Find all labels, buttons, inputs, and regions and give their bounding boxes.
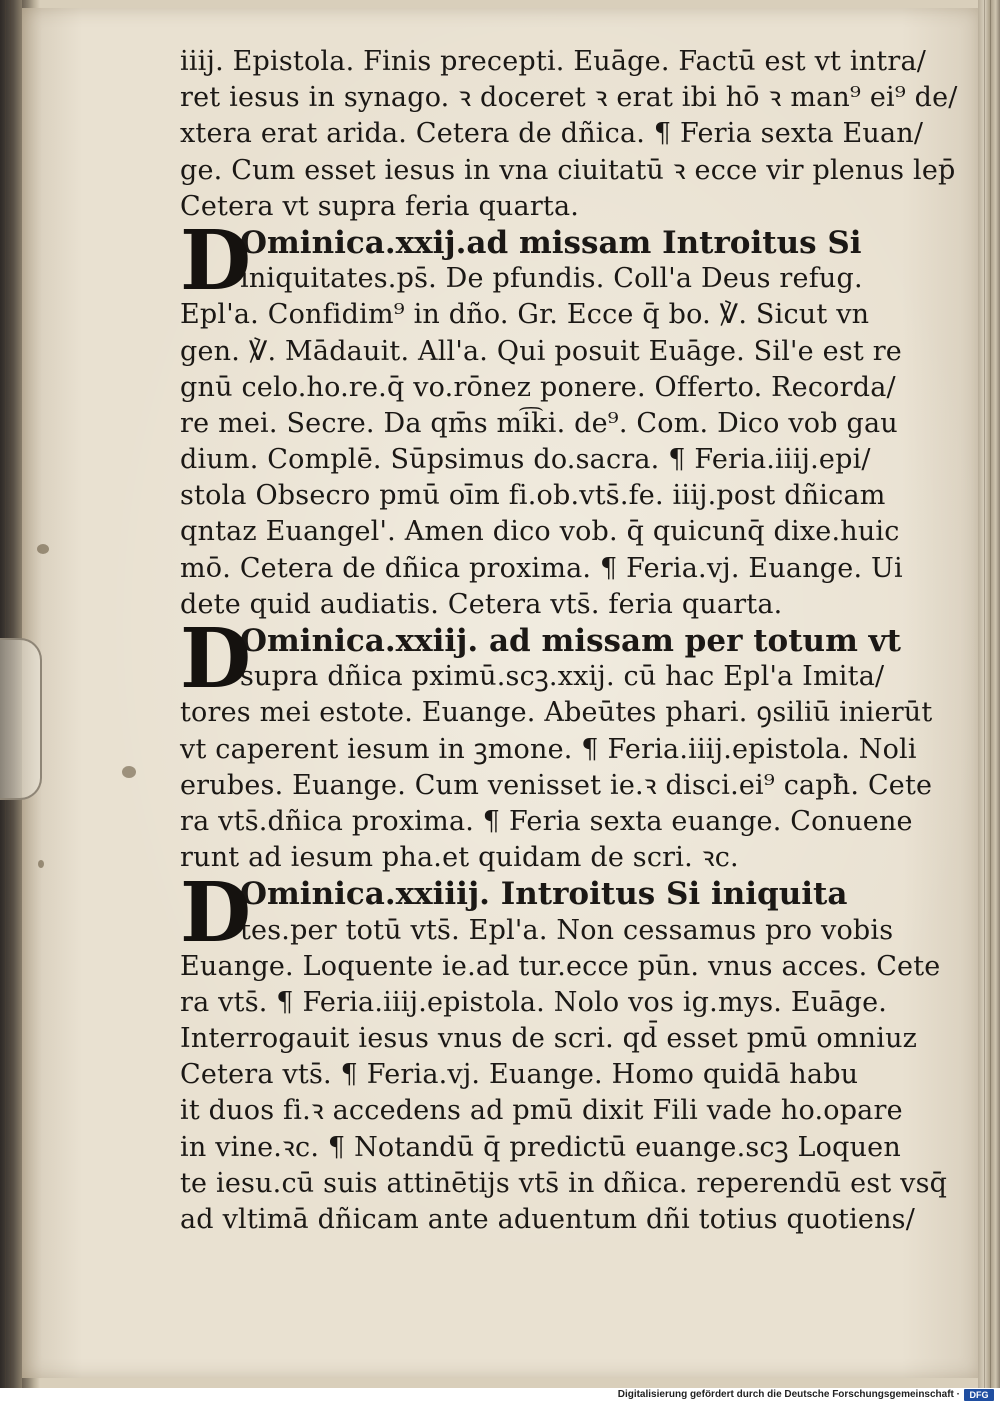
- blackletter-text: [180, 44, 958, 1238]
- text-line: iniquitates.ps̄. De pfundis. Coll'a Deus refug.: [240, 263, 863, 295]
- initial-letter: D: [180, 611, 252, 708]
- text-line: Cetera vt supra feria quarta.: [180, 190, 580, 222]
- text-line: te iesu.cū suis attinētijs vts̄ in dñica. reperendū est vsq̄: [180, 1167, 948, 1199]
- dfg-logo: DFG: [964, 1389, 994, 1401]
- text-line: dete quid audiatis. Cetera vts̄. feria quarta.: [180, 588, 783, 620]
- initial-letter: D: [180, 213, 252, 309]
- decorated-initial: [180, 213, 252, 309]
- text-line: it duos fi.ꝛ accedens ad pmū dixit Fili vade ho.opare: [180, 1095, 903, 1127]
- text-line: xtera erat arida. Cetera de dñica. ¶ Feria sexta Euan/: [180, 118, 924, 150]
- text-line: supra dñica pximū.scꝫ.xxij. cū hac Epl'a Imita/: [240, 661, 885, 693]
- text-line: iiij. Epistola. Finis precepti. Euāge. Factū est vt intra/: [180, 46, 927, 77]
- text-line: dium. Complē. Sūpsimus do.sacra. ¶ Feria.iiij.epi/: [180, 444, 871, 476]
- text-line: Epl'a. Confidim⁹ in dño. Gr. Ecce q̄ bo. ℣. Sicut vn: [180, 299, 870, 331]
- footer-bar: [0, 1388, 1000, 1402]
- text-line: tores mei estote. Euange. Abeūtes phari. ꝯsiliū inierūt: [180, 697, 933, 729]
- text-line: vt caperent iesum in ꝫmone. ¶ Feria.iiij.epistola. Noli: [180, 733, 917, 765]
- text-line: ra vts̄. ¶ Feria.iiij.epistola. Nolo vos ig.mys. Euāge.: [180, 986, 888, 1018]
- text-line: gnū celo.ho.re.q̄ vo.rōnez ponere. Offerto. Recorda/: [180, 371, 896, 403]
- ink-stain: [37, 544, 49, 554]
- text-line: mō. Cetera de dñica proxima. ¶ Feria.vj. Euange. Ui: [180, 552, 903, 584]
- page-edge-line: [990, 0, 991, 1388]
- text-line: ge. Cum esset iesus in vna ciuitatū ꝛ ecce vir plenus lep̄: [180, 154, 956, 186]
- text-line: re mei. Secre. Da qm̄s mi͡ki. de⁹. Com. Dico vob gau: [180, 407, 898, 439]
- text-line: stola Obsecro pmū oīm fi.ob.vts̄.fe. iiij.post dñicam: [180, 480, 886, 512]
- text-line: runt ad iesum pha.et quidam de scri. ꝛc.: [180, 842, 739, 874]
- ink-stain: [38, 860, 44, 868]
- right-page-edges: [978, 0, 1000, 1388]
- text-line: ra vts̄.dñica proxima. ¶ Feria sexta euange. Conuene: [180, 805, 913, 837]
- text-line: in vine.ꝛc. ¶ Notandū q̄ predictū euange.scꝫ Loquen: [180, 1131, 901, 1163]
- ink-stain: [122, 766, 136, 778]
- text-line: ad vltimā dñicam ante aduentum dñi totius quotiens/: [180, 1204, 916, 1235]
- clasp-strap: [0, 638, 42, 800]
- decorated-initial: [180, 611, 252, 708]
- text-line: Ominica.xxij.ad missam Introitus Si: [240, 224, 862, 261]
- decorated-initial: [180, 864, 252, 961]
- text-line: Ominica.xxiij. ad missam per totum vt: [240, 623, 901, 659]
- initial-letter: D: [180, 864, 252, 961]
- text-line: gen. ℣. Mādauit. All'a. Qui posuit Euāge. Sil'e est re: [180, 335, 902, 367]
- text-line: Euange. Loquente ie.ad tur.ecce pūn. vnus acces. Cete: [180, 950, 941, 982]
- text-line: erubes. Euange. Cum venisset ie.ꝛ disci.ei⁹ capħ. Cete: [180, 769, 933, 801]
- text-line: Ominica.xxiiij. Introitus Si iniquita: [240, 876, 848, 913]
- text-line: ret iesus in synago. ꝛ doceret ꝛ erat ibi hō ꝛ man⁹ ei⁹ de/: [180, 82, 958, 114]
- text-line: tes.per totū vts̄. Epl'a. Non cessamus pro vobis: [240, 914, 894, 946]
- text-line: Interrogauit iesus vnus de scri. qd̄ esset pmū omniuz: [180, 1023, 918, 1055]
- funding-credit: Digitalisierung gefördert durch die Deutsche Forschungsgemeinschaft ·: [617, 1389, 960, 1400]
- text-line: Cetera vts̄. ¶ Feria.vj. Euange. Homo quidā habu: [180, 1059, 859, 1091]
- page-edge-line: [984, 0, 985, 1388]
- text-line: qntaz Euangel'. Amen dico vob. q̄ quicunq̄ dixe.huic: [180, 516, 900, 548]
